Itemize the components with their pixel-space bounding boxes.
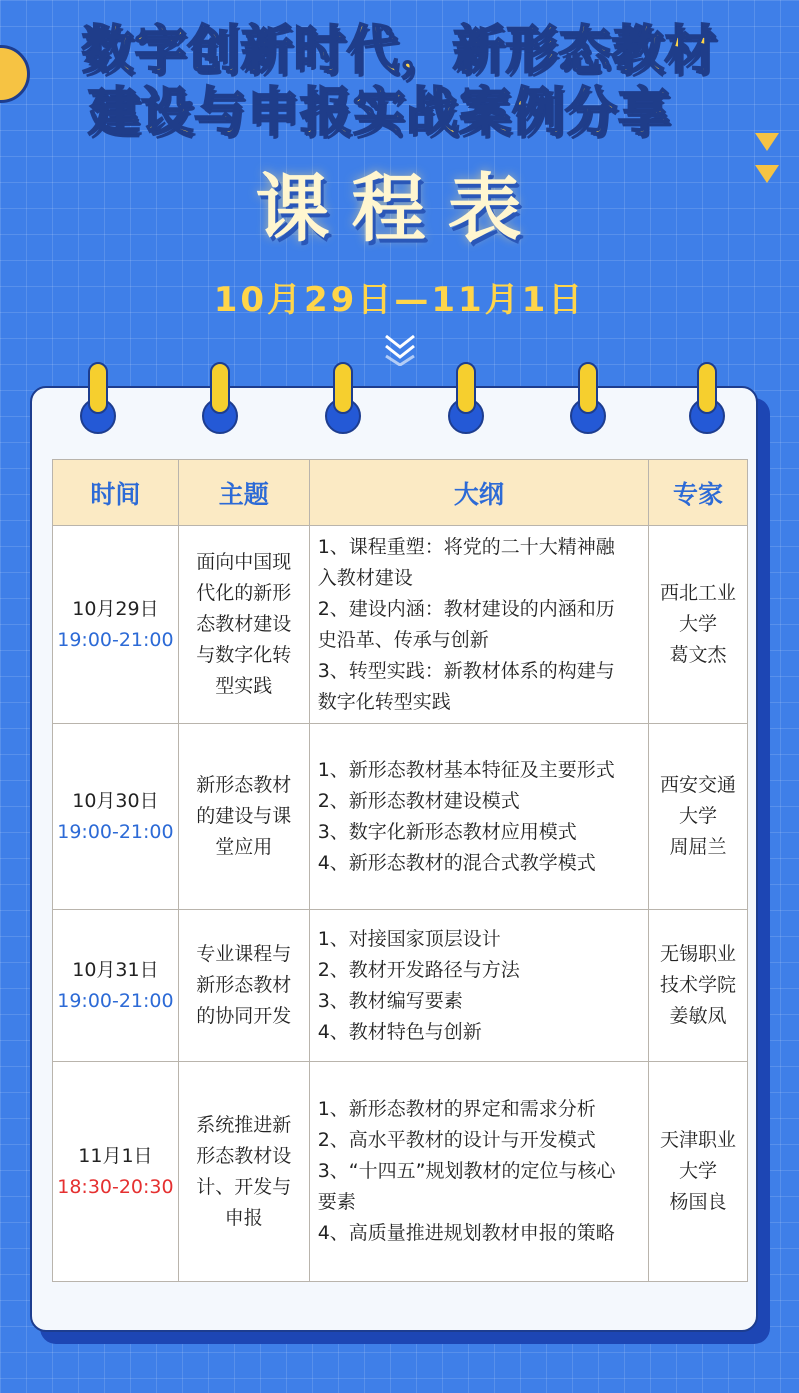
topic-cell — [178, 526, 309, 724]
outline-line: 4、高质量推进规划教材申报的策略 — [317, 1222, 615, 1244]
page-subtitle: 课程表 — [255, 166, 544, 252]
binder-ring-icon — [687, 362, 727, 434]
topic-line: 的协同开发 — [196, 1005, 292, 1027]
topic-cell — [178, 724, 309, 910]
expert-line: 大学 — [679, 1160, 718, 1182]
outline-line: 数字化转型实践 — [317, 690, 451, 713]
outline-cell — [309, 724, 648, 910]
outline-line: 入教材建设 — [317, 566, 413, 589]
outline-line: 4、教材特色与创新 — [317, 1020, 482, 1043]
session-time: 19:00-21:00 — [57, 628, 174, 651]
session-time: 19:00-21:00 — [57, 989, 174, 1012]
outline-line: 1、新形态教材的界定和需求分析 — [317, 1098, 596, 1120]
table-row — [53, 910, 748, 1062]
table-row — [53, 724, 748, 910]
session-date: 11月1日 — [78, 1144, 153, 1167]
topic-line: 面向中国现 — [196, 551, 292, 573]
outline-line: 4、新形态教材的混合式教学模式 — [317, 851, 596, 874]
expert-cell — [649, 1062, 748, 1282]
title-line-1: 数字创新时代，新形态教材 — [81, 21, 718, 81]
topic-line: 形态教材设 — [196, 1144, 292, 1167]
header-topic: 主题 — [178, 460, 309, 526]
outline-line: 3、“十四五”规划教材的定位与核心 — [317, 1160, 616, 1182]
session-time: 19:00-21:00 — [57, 820, 174, 843]
binder-ring-icon — [568, 362, 608, 434]
expert-line: 周屈兰 — [669, 836, 727, 858]
time-cell — [53, 724, 179, 910]
time-cell — [53, 526, 179, 724]
outline-line: 2、教材开发路径与方法 — [317, 958, 520, 981]
expert-line: 天津职业 — [660, 1129, 737, 1151]
outline-line: 3、教材编写要素 — [317, 989, 463, 1012]
expert-cell — [649, 724, 748, 910]
topic-line: 的建设与课 — [196, 805, 292, 827]
time-cell — [53, 1062, 179, 1282]
outline-line: 史沿革、传承与创新 — [317, 628, 489, 651]
outline-line: 2、建设内涵：教材建设的内涵和历 — [317, 597, 615, 620]
session-time: 18:30-20:30 — [57, 1175, 174, 1198]
outline-line: 2、新形态教材建设模式 — [317, 789, 520, 812]
topic-line: 堂应用 — [215, 836, 273, 858]
binder-ring-icon — [446, 362, 486, 434]
binder-ring-icon — [323, 362, 363, 434]
outline-line: 1、课程重塑：将党的二十大精神融 — [317, 535, 615, 558]
expert-line: 西北工业 — [660, 582, 737, 604]
schedule-table — [52, 459, 748, 1282]
table-row — [53, 1062, 748, 1282]
expert-line: 西安交通 — [660, 774, 737, 796]
outline-line: 1、对接国家顶层设计 — [317, 927, 501, 950]
session-date: 10月31日 — [72, 958, 159, 981]
expert-cell — [649, 526, 748, 724]
session-date: 10月30日 — [72, 789, 159, 812]
outline-cell — [309, 910, 648, 1062]
outline-line: 要素 — [317, 1191, 356, 1213]
expert-cell — [649, 910, 748, 1062]
topic-line: 与数字化转 — [196, 644, 292, 666]
topic-cell — [178, 910, 309, 1062]
outline-line: 2、高水平教材的设计与开发模式 — [317, 1129, 596, 1151]
topic-line: 计、开发与 — [196, 1175, 292, 1198]
binder-ring-icon — [200, 362, 240, 434]
topic-line: 新形态教材 — [196, 774, 292, 796]
topic-line: 型实践 — [215, 675, 273, 697]
topic-line: 代化的新形 — [196, 582, 292, 604]
topic-line: 专业课程与 — [196, 943, 292, 965]
binder-ring-icon — [78, 362, 118, 434]
expert-line: 葛文杰 — [669, 644, 727, 666]
topic-cell — [178, 1062, 309, 1282]
expert-line: 姜敏凤 — [669, 1005, 727, 1027]
outline-line: 3、数字化新形态教材应用模式 — [317, 820, 577, 843]
topic-line: 申报 — [224, 1206, 263, 1229]
table-row — [53, 526, 748, 724]
session-date: 10月29日 — [72, 597, 159, 620]
header-outline: 大纲 — [309, 460, 648, 526]
header-expert: 专家 — [649, 460, 748, 526]
outline-line: 1、新形态教材基本特征及主要形式 — [317, 758, 615, 781]
expert-line: 大学 — [679, 613, 718, 635]
outline-line: 3、转型实践：新教材体系的构建与 — [317, 659, 615, 682]
time-cell — [53, 910, 179, 1062]
date-range: 10月29日—11月1日 — [213, 280, 586, 320]
chevron-down-icon — [384, 332, 416, 366]
topic-line: 新形态教材 — [196, 974, 292, 996]
expert-line: 大学 — [679, 805, 718, 827]
title-line-2: 建设与申报实战案例分享 — [87, 83, 671, 143]
outline-cell — [309, 1062, 648, 1282]
expert-line: 杨国良 — [669, 1191, 727, 1213]
table-header-row — [53, 460, 748, 526]
topic-line: 系统推进新 — [196, 1113, 292, 1136]
header-time: 时间 — [53, 460, 179, 526]
outline-cell — [309, 526, 648, 724]
topic-line: 态教材建设 — [196, 613, 292, 635]
expert-line: 无锡职业 — [660, 943, 737, 965]
expert-line: 技术学院 — [660, 974, 737, 996]
